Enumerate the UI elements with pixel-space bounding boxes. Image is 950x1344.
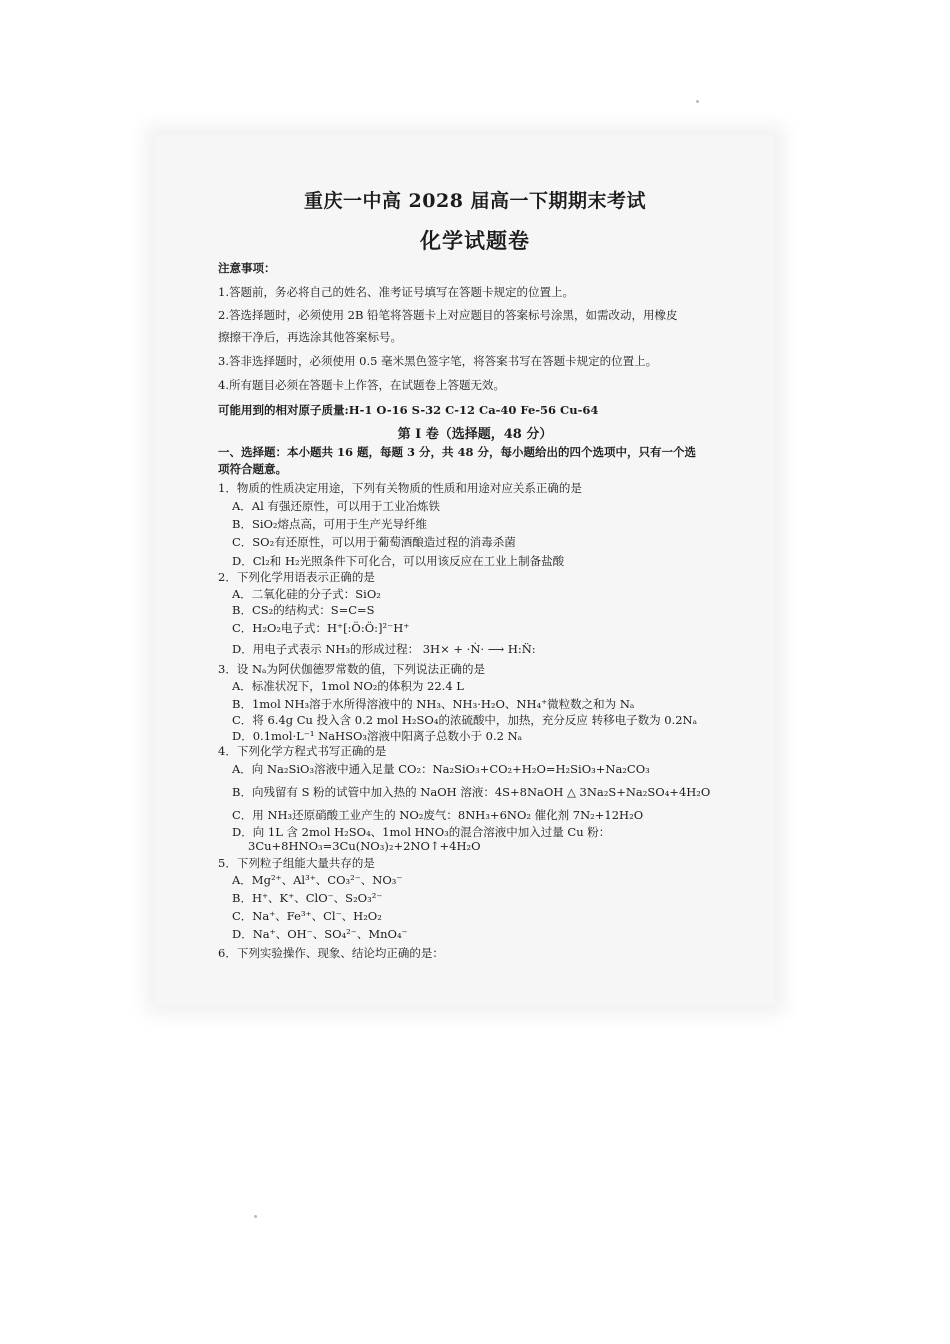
notice-item: 3.答非选择题时，必须使用 0.5 毫米黑色签字笔，将答案书写在答题卡规定的位置上。 <box>218 354 658 368</box>
notice-item: 4.所有题目必须在答题卡上作答，在试题卷上答题无效。 <box>218 378 505 392</box>
question-option: C．SO₂有还原性，可以用于葡萄酒酿造过程的消毒杀菌 <box>232 535 516 549</box>
question-option: C．Na⁺、Fe³⁺、Cl⁻、H₂O₂ <box>232 909 382 923</box>
question-option: D．Na⁺、OH⁻、SO₄²⁻、MnO₄⁻ <box>232 927 408 941</box>
question-option: A．向 Na₂SiO₃溶液中通入足量 CO₂：Na₂SiO₃+CO₂+H₂O=H₂SiO₃+Na₂CO₃ <box>232 762 650 776</box>
question-option: C．将 6.4g Cu 投入含 0.2 mol H₂SO₄的浓硫酸中，加热，充分反应 转移电子数为 0.2Nₐ <box>232 713 698 727</box>
exam-title: 重庆一中高 2028 届高一下期期末考试 <box>303 190 647 212</box>
question-option: A．Mg²⁺、Al³⁺、CO₃²⁻、NO₃⁻ <box>232 873 403 887</box>
atomic-masses: 可能用到的相对原子质量:H-1 O-16 S-32 C-12 Ca-40 Fe-56 Cu-64 <box>218 403 599 417</box>
question-option: C．用 NH₃还原硝酸工业产生的 NO₂废气：8NH₃+6NO₂ 催化剂 7N₂+12H₂O <box>232 808 644 822</box>
question-option: C．H₂O₂电子式：H⁺[:Ö:Ö:]²⁻H⁺ <box>232 621 410 635</box>
question-option: B．H⁺、K⁺、ClO⁻、S₂O₃²⁻ <box>232 891 383 905</box>
question-option: B．向残留有 S 粉的试管中加入热的 NaOH 溶液：4S+8NaOH △ 3Na₂S+Na₂SO₄+4H₂O <box>232 785 711 799</box>
question-option: A．Al 有强还原性，可以用于工业冶炼铁 <box>232 499 440 513</box>
scan-speck <box>254 1215 257 1218</box>
question-option: D．0.1mol·L⁻¹ NaHSO₃溶液中阳离子总数小于 0.2 Nₐ <box>232 729 523 743</box>
notice-item: 2.答选择题时，必须使用 2B 铅笔将答题卡上对应题目的答案标号涂黑，如需改动，用橡皮 <box>218 308 678 322</box>
subject-title: 化学试题卷 <box>420 228 530 253</box>
question-stem: 5．下列粒子组能大量共存的是 <box>218 856 375 870</box>
section-title: 第 I 卷（选择题，48 分） <box>397 427 553 442</box>
question-option: A．标准状况下，1mol NO₂的体积为 22.4 L <box>232 679 464 693</box>
question-option: B．1mol NH₃溶于水所得溶液中的 NH₃、NH₃·H₂O、NH₄⁺微粒数之和为 Nₐ <box>232 697 635 711</box>
question-option: B．SiO₂熔点高，可用于生产光导纤维 <box>232 517 428 531</box>
question-option: D．Cl₂和 H₂光照条件下可化合，可以用该反应在工业上制备盐酸 <box>232 554 565 568</box>
question-option: D．向 1L 含 2mol H₂SO₄、1mol HNO₃的混合溶液中加入过量 Cu 粉： <box>232 825 611 839</box>
notice-item: 擦擦干净后，再选涂其他答案标号。 <box>218 330 402 344</box>
notice-heading: 注意事项： <box>218 261 276 275</box>
notice-item: 1.答题前，务必将自己的姓名、准考证号填写在答题卡规定的位置上。 <box>218 285 574 299</box>
question-option: B．CS₂的结构式：S=C=S <box>232 603 375 617</box>
scan-speck <box>696 100 699 103</box>
section-intro: 项符合题意。 <box>218 462 287 476</box>
question-stem: 6．下列实验操作、现象、结论均正确的是： <box>218 946 444 960</box>
question-option: D．用电子式表示 NH₃的形成过程： 3H× + ·Ṅ· ⟶ H:N̈: <box>232 642 536 656</box>
question-option-continuation: 3Cu+8HNO₃=3Cu(NO₃)₂+2NO↑+4H₂O <box>248 839 481 853</box>
question-stem: 3．设 Nₐ为阿伏伽德罗常数的值，下列说法正确的是 <box>218 662 485 676</box>
section-intro: 一、选择题：本小题共 16 题，每题 3 分，共 48 分，每小题给出的四个选项中，只有一个选 <box>218 445 697 459</box>
question-option: A．二氧化硅的分子式：SiO₂ <box>232 587 381 601</box>
question-stem: 4．下列化学方程式书写正确的是 <box>218 744 387 758</box>
question-stem: 1．物质的性质决定用途，下列有关物质的性质和用途对应关系正确的是 <box>218 481 582 495</box>
question-stem: 2．下列化学用语表示正确的是 <box>218 570 375 584</box>
